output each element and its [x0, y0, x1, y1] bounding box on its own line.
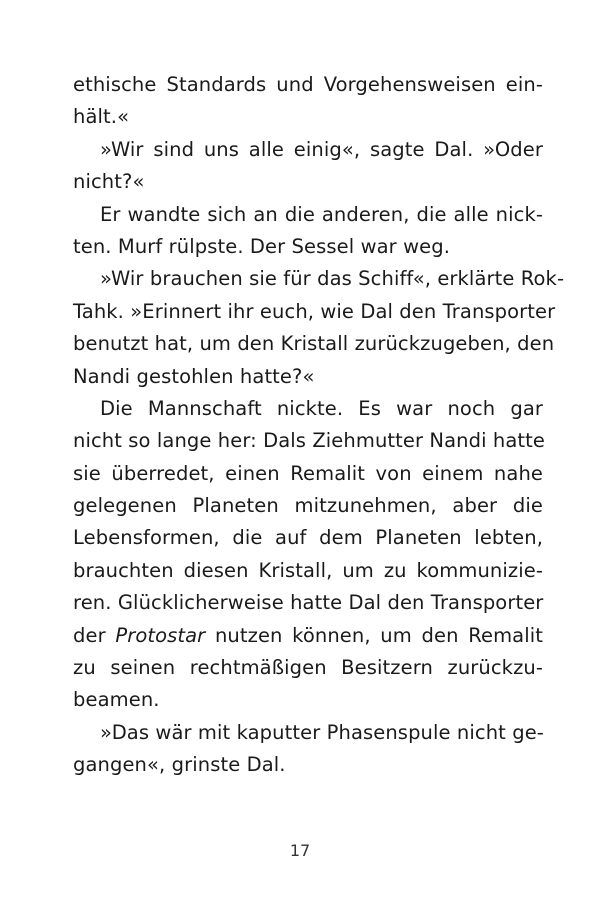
text-line: brauchten diesen Kristall, um zu kommunizie-	[73, 558, 543, 582]
text-line: benutzt hat, um den Kristall zurückzugeben, den	[73, 332, 555, 356]
text-line: sie überredet, einen Remalit von einem nahe	[73, 461, 543, 485]
text-line: nicht?«	[73, 170, 145, 194]
text-line: ren. Glücklicherweise hatte Dal den Transporter	[73, 591, 544, 615]
text-line: »Das wär mit kaputter Phasenspule nicht ge-	[100, 720, 544, 744]
text-line: »Wir sind uns alle einig«, sagte Dal. »Oder	[100, 137, 543, 161]
text-line-protostar	[73, 620, 543, 652]
text-line: Die Mannschaft nickte. Es war noch gar	[100, 396, 543, 420]
page-number: 17	[289, 841, 311, 860]
text-line: nicht so lange her: Dals Ziehmutter Nandi hatte	[73, 429, 546, 453]
text-line: hält.«	[73, 105, 130, 129]
text-line: gangen«, grinste Dal.	[73, 753, 286, 777]
ship-name: Protostar	[115, 623, 206, 647]
text-line: Er wandte sich an die anderen, die alle nick-	[100, 202, 543, 226]
text-line: ethische Standards und Vorgehensweisen ein-	[73, 73, 543, 96]
text-line: »Wir brauchen sie für das Schiff«, erklärte Rok-	[100, 267, 565, 291]
body-text	[73, 69, 565, 782]
text-line: ten. Murf rülpste. Der Sessel war weg.	[73, 234, 451, 258]
text-line: Nandi gestohlen hatte?«	[73, 364, 315, 388]
text-segment: nutzen können, um den Remalit	[205, 623, 543, 647]
text-line: gelegenen Planeten mitzunehmen, aber die	[73, 494, 543, 518]
text-segment: der	[73, 623, 116, 647]
text-line: Tahk. »Erinnert ihr euch, wie Dal den Transporter	[73, 299, 556, 323]
text-line: Lebensformen, die auf dem Planeten lebten,	[73, 526, 543, 550]
text-line: zu seinen rechtmäßigen Besitzern zurückzu-	[73, 656, 543, 680]
text-line: beamen.	[73, 688, 160, 712]
